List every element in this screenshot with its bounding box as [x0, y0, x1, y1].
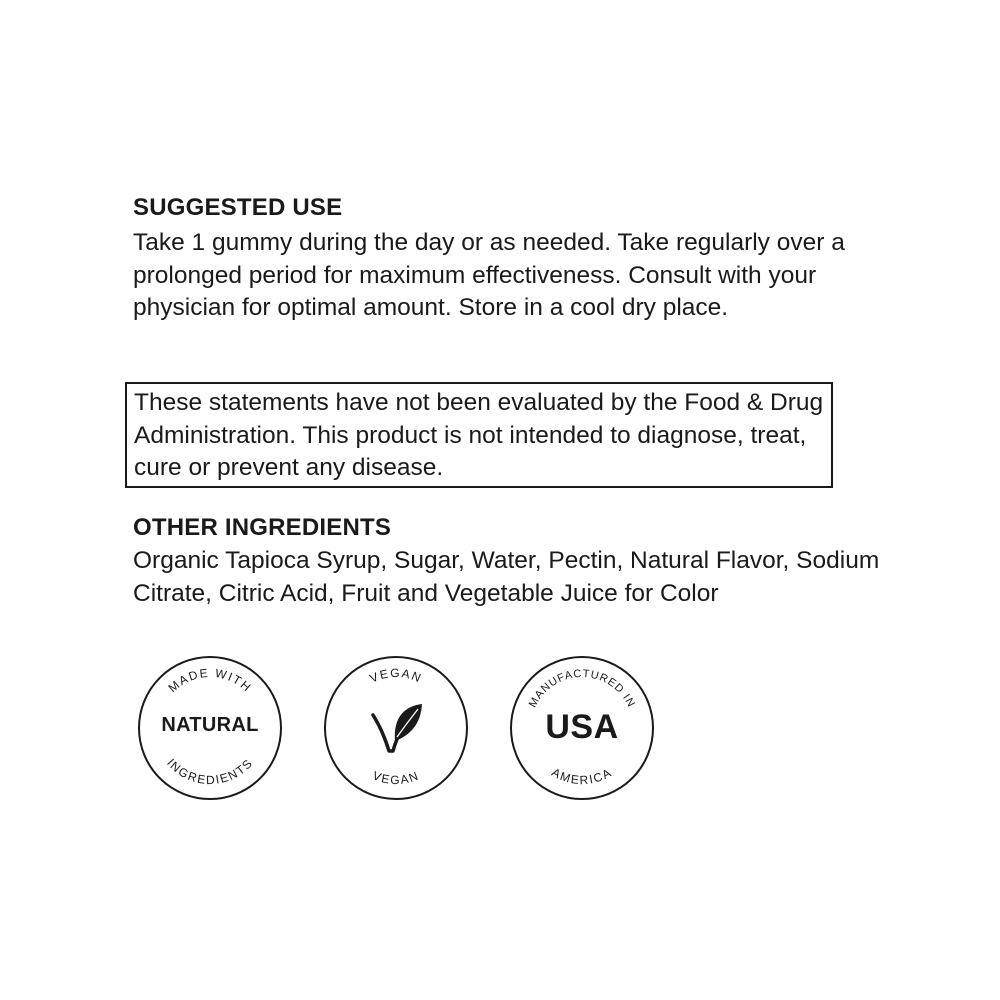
fda-disclaimer-box	[125, 382, 833, 488]
usa-badge-top-text: MANUFACTURED IN	[526, 667, 638, 710]
natural-badge-bottom-text: INGREDIENTS	[164, 755, 256, 788]
vegan-badge-top-text: VEGAN	[367, 665, 425, 686]
manufactured-in-usa-badge	[509, 655, 655, 801]
suggested-use-text: Take 1 gummy during the day or as needed. Take regularly over a prolonged period for maximum effectiveness. Consult with your physician for optimal amount. Store in a cool dry place.	[133, 229, 845, 321]
natural-badge-center-text: NATURAL	[161, 714, 259, 736]
vegan-badge-bottom-text: VEGAN	[370, 768, 422, 788]
usa-badge-center-text: USA	[545, 708, 619, 746]
other-ingredients-text: Organic Tapioca Syrup, Sugar, Water, Pectin, Natural Flavor, Sodium Citrate, Citric Acid, Fruit and Vegetable Juice for Color	[133, 547, 880, 607]
vegan-badge	[323, 655, 469, 801]
natural-ingredients-badge	[137, 655, 283, 801]
leaf-v-icon	[373, 704, 422, 751]
usa-badge-bottom-text: AMERICA	[549, 765, 615, 788]
other-ingredients-heading: OTHER INGREDIENTS	[133, 514, 392, 541]
fda-disclaimer-text: These statements have not been evaluated by the Food & Drug Administration. This product is not intended to diagnose, treat, cure or prevent any disease.	[134, 389, 824, 481]
vegan-badge-graphic	[323, 655, 469, 801]
suggested-use-heading: SUGGESTED USE	[133, 194, 343, 221]
natural-badge-top-text: MADE WITH	[165, 665, 255, 696]
